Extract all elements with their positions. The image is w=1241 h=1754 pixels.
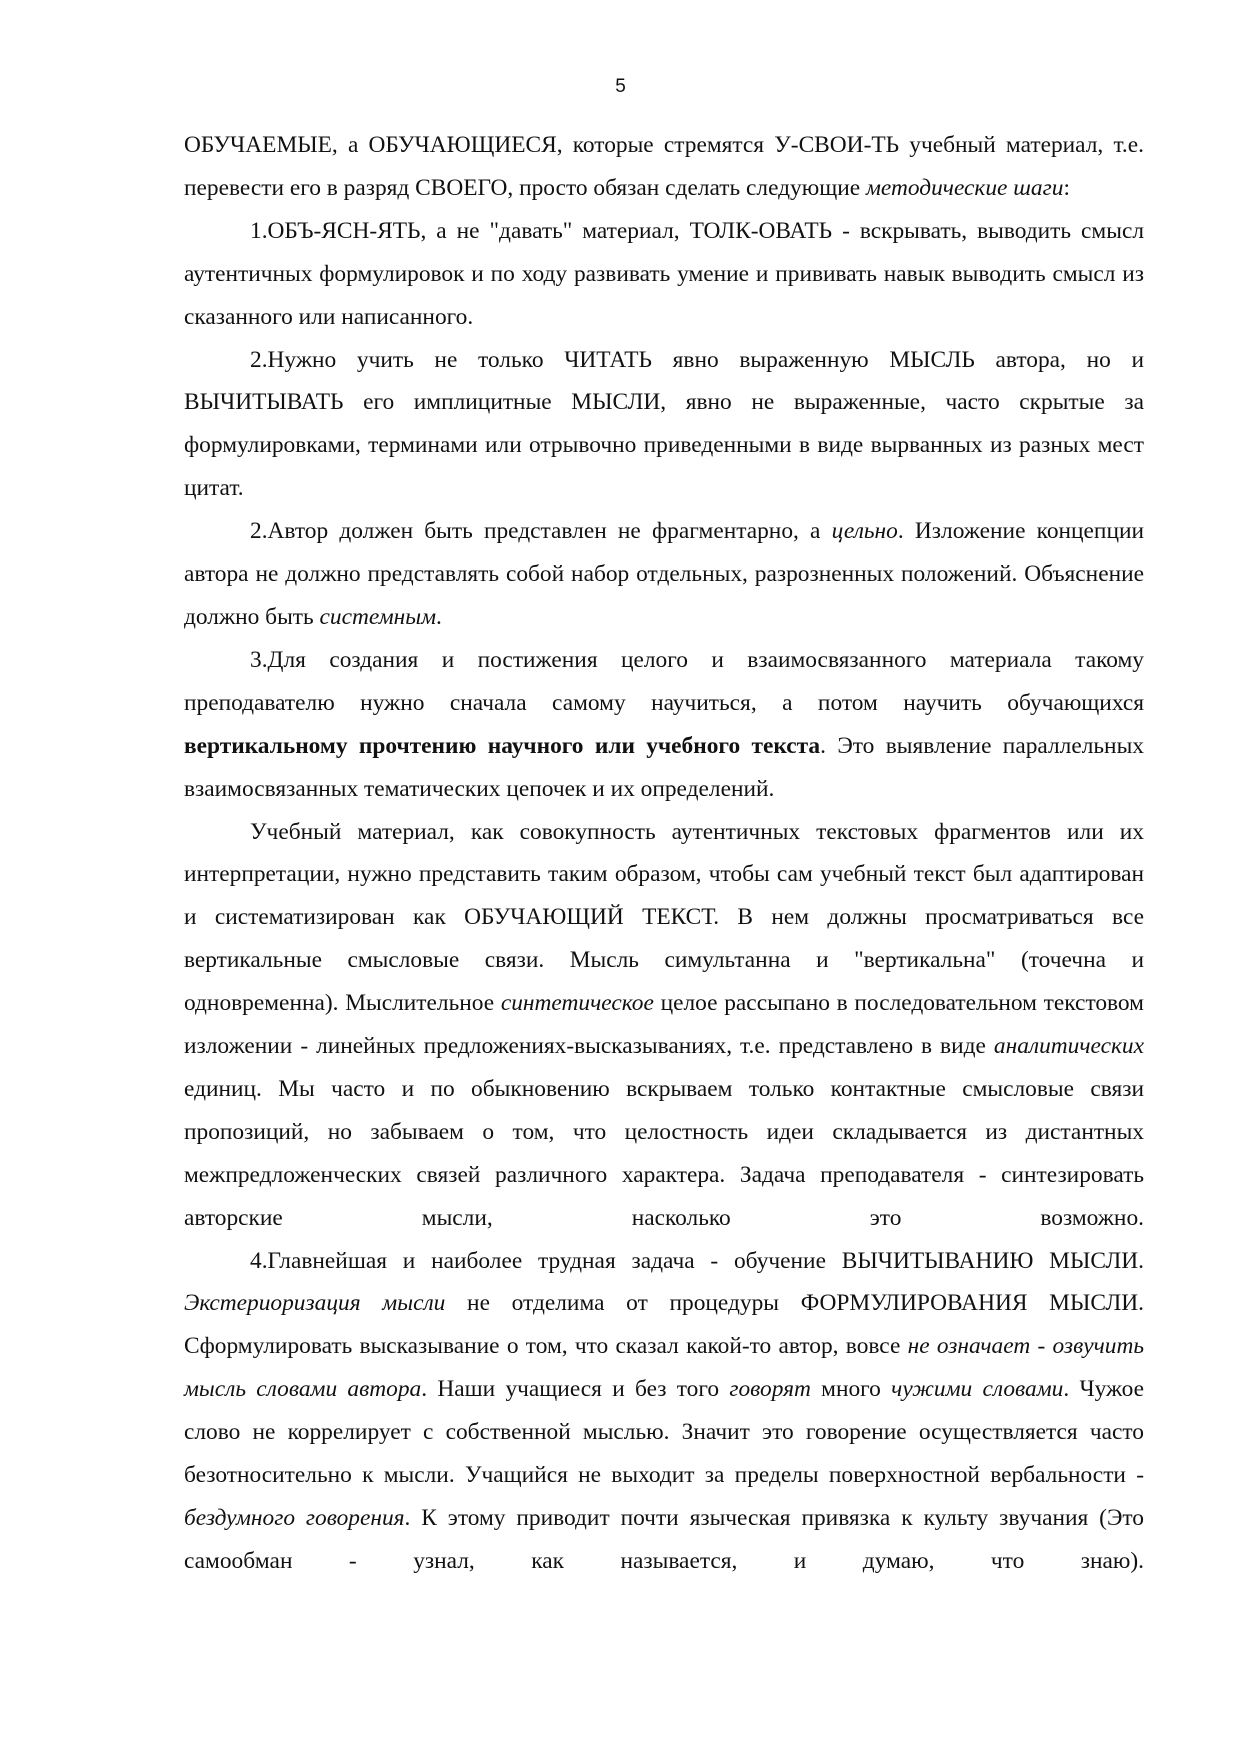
paragraph <box>184 811 1144 1240</box>
italic-text: методические шаги <box>865 174 1064 201</box>
paragraph-text: 3.Для создания и постижения целого и взаимосвязанного материала такому преподавателю нужно сначала самому научиться, а потом научить обучающихся <box>184 646 1144 716</box>
paragraph <box>184 210 1144 339</box>
paragraph <box>184 339 1144 511</box>
italic-text: бездумного говорения <box>184 1505 405 1531</box>
paragraph-text: : <box>1063 174 1070 201</box>
italic-text: синтетическое <box>500 990 654 1017</box>
paragraph-text: . Изложение концепции автора не должно представлять собой набор отдельных, разрозненных положений. Объяснение должно быть <box>184 518 1144 630</box>
paragraph-text: 2.Нужно учить не только ЧИТАТЬ явно выраженную МЫСЛЬ автора, но и ВЫЧИТЫВАТЬ его имплицитные МЫСЛИ, явно не выраженные, часто скрытые за формулировками, терминами или отрывочно приведенными в виде вырванных из разных мест цитат. <box>184 346 1144 502</box>
paragraph <box>184 510 1144 639</box>
paragraph-text: . К этому приводит почти языческая привязка к культу звучания (Это самообман - узнал, как называется, и думаю, что знаю). <box>184 1505 1144 1574</box>
paragraph-text: 1.ОБЪ-ЯСН-ЯТЬ, а не "давать" материал, ТОЛК-ОВАТЬ - вскрывать, выводить смысл аутентичных формулировок и по ходу развивать умение и прививать навык выводить смысл из сказанного или написанного. <box>184 217 1144 330</box>
document-body <box>184 124 1144 1583</box>
paragraph <box>184 124 1144 210</box>
paragraph <box>184 639 1144 811</box>
page-number: 5 <box>615 76 626 97</box>
italic-text: аналитических <box>993 1033 1144 1060</box>
paragraph-text: . <box>436 603 442 630</box>
italic-text: говорят <box>729 1376 811 1403</box>
paragraph-text: 2.Автор должен быть представлен не фрагментарно, а <box>250 518 832 545</box>
bold-text: вертикальному прочтению научного или учебного текста <box>184 732 821 759</box>
paragraph-text: . Чужое слово не коррелирует с собственной мыслью. Значит это говорение осуществляется часто безотносительно к мысли. Учащийся не выходит за пределы поверхностной вербальности - <box>184 1376 1144 1489</box>
paragraph-text: целое рассыпано в последовательном текстовом изложении - линейных предложениях-высказываниях, т.е. представлено в виде <box>184 990 1144 1060</box>
paragraph-text: ОБУЧАЕМЫЕ, а ОБУЧАЮЩИЕСЯ, которые стремятся У-СВОИ-ТЬ учебный материал, т.е. перевести его в разряд СВОЕГО, просто обязан сделать следующие <box>184 132 1144 201</box>
paragraph <box>184 1240 1144 1583</box>
paragraph-text: 4.Главнейшая и наиболее трудная задача - обучение ВЫЧИТЫВАНИЮ МЫСЛИ. <box>250 1247 1144 1274</box>
paragraph-text: Учебный материал, как совокупность аутентичных текстовых фрагментов или их интерпретации, нужно представить таким образом, чтобы сам учебный текст был адаптирован и систематизирован как ОБУЧАЮЩИЙ ТЕКСТ. В нем должны просматриваться все вертикальные смысловые связи. Мысль симультанна и "вертикальна" (точечна и одновременна). Мыслительное <box>184 818 1144 1017</box>
paragraph-text: единиц. Мы часто и по обыкновению вскрываем только контактные смысловые связи пропозиций, но забываем о том, что целостность идеи складывается из дистантных межпредложенческих связей различного характера. Задача преподавателя - синтезировать авторские мысли, насколько это возможно. <box>184 1075 1144 1231</box>
paragraph-text: не отделима от процедуры ФОРМУЛИРОВАНИЯ МЫСЛИ. Сформулировать высказывание о том, что сказал какой-то автор, вовсе <box>184 1290 1144 1360</box>
paragraph-text: много <box>810 1376 892 1403</box>
italic-text: системным <box>319 603 436 630</box>
italic-text: цельно <box>831 518 898 545</box>
paragraph-text: . Наши учащиеся и без того <box>421 1376 730 1403</box>
paragraph-text: . Это выявление параллельных взаимосвязанных тематических цепочек и их определений. <box>184 732 1144 802</box>
italic-text: чужими словами <box>891 1376 1064 1403</box>
italic-text: Экстериоризация мысли <box>184 1290 446 1317</box>
italic-text: не означает - озвучить мысль словами автора <box>184 1333 1144 1403</box>
